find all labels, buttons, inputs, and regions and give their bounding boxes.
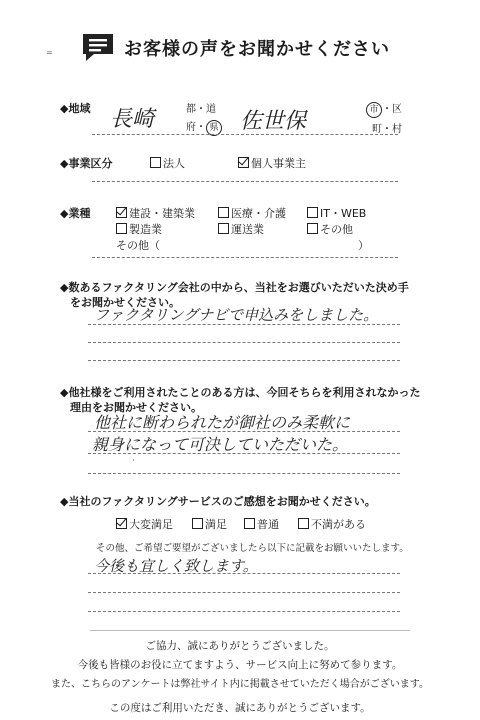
checkbox[interactable] bbox=[116, 223, 127, 234]
q3-option-dissatisfied[interactable]: 不満がある bbox=[298, 516, 366, 532]
industry-other[interactable]: その他 bbox=[307, 221, 353, 237]
q2-answer-1: 他社に断わられたが御社のみ柔軟に bbox=[94, 413, 351, 432]
q3-note: その他、ご希望ご要望がございましたら以下に記載をお願いいたします。 bbox=[96, 543, 409, 554]
city-suffix-2: 町・村 bbox=[372, 124, 402, 135]
answer-line bbox=[88, 360, 400, 361]
answer-line bbox=[88, 431, 400, 432]
divider bbox=[92, 257, 398, 258]
q3-line1: ◆当社のファクタリングサービスのご感想をお聞かせください。 bbox=[60, 495, 376, 508]
q3-option-satisfied[interactable]: 満足 bbox=[192, 516, 227, 532]
checkbox[interactable] bbox=[218, 207, 229, 218]
divider bbox=[92, 181, 398, 182]
answer-line bbox=[88, 324, 400, 325]
city-selected-circle: 市 bbox=[366, 102, 382, 118]
checkbox-checked[interactable] bbox=[116, 518, 127, 529]
industry-transport[interactable]: 運送業 bbox=[218, 221, 264, 237]
stray-mark: = bbox=[46, 48, 53, 57]
answer-line bbox=[88, 473, 400, 474]
biz-type-label: ◆事業区分 bbox=[60, 157, 113, 170]
region-label: ◆地域 bbox=[60, 102, 91, 115]
checkbox[interactable] bbox=[218, 223, 229, 234]
q2-line2: 理由をお聞かせください。 bbox=[70, 401, 202, 414]
q1-line2: をお聞かせください。 bbox=[70, 296, 180, 309]
checkbox[interactable] bbox=[298, 518, 309, 529]
answer-line bbox=[88, 592, 400, 593]
checkbox[interactable] bbox=[307, 207, 318, 218]
checkbox[interactable] bbox=[244, 518, 255, 529]
footer-line2: 今後も皆様のお役に立てますよう、サービス向上に努めて参ります。 bbox=[77, 659, 403, 671]
q3-answer: 今後も宜しく致します。 bbox=[94, 557, 258, 575]
pref-selected-circle: 県 bbox=[206, 120, 222, 136]
stray-mark: · bbox=[132, 456, 135, 466]
q2-line1: ◆他社様をご利用されたことのある方は、今回そちらを利用されなかった bbox=[60, 386, 421, 399]
biz-option-corp[interactable]: 法人 bbox=[150, 155, 185, 171]
chat-bubble-icon bbox=[80, 32, 116, 62]
q2-answer-2: 親身になって可決していただいた。 bbox=[92, 435, 349, 454]
footer-divider bbox=[90, 630, 410, 631]
biz-option-sole[interactable]: 個人事業主 bbox=[238, 155, 306, 171]
industry-manufacturing[interactable]: 製造業 bbox=[116, 221, 162, 237]
city-handwritten: 佐世保 bbox=[240, 109, 307, 134]
answer-line bbox=[88, 342, 400, 343]
divider bbox=[92, 134, 398, 135]
city-suffix-1: 市 ・区 bbox=[366, 100, 402, 118]
page-title: お客様の声をお聞かせください bbox=[124, 39, 390, 60]
industry-construction[interactable]: 建設・建築業 bbox=[116, 205, 195, 221]
industry-other-close: ） bbox=[358, 239, 369, 252]
pref-suffix-1: 都・道 bbox=[186, 104, 216, 115]
checkbox-checked[interactable] bbox=[116, 207, 127, 218]
footer-line1: ご協力、誠にありがとうございました。 bbox=[145, 640, 335, 652]
checkbox-checked[interactable] bbox=[238, 157, 249, 168]
q1-answer: ファクタリングナビで申込みをしました。 bbox=[94, 306, 379, 324]
checkbox[interactable] bbox=[192, 518, 203, 529]
industry-label: ◆業種 bbox=[60, 207, 91, 220]
industry-medical[interactable]: 医療・介護 bbox=[218, 205, 286, 221]
q3-option-normal[interactable]: 普通 bbox=[244, 516, 279, 532]
footer-line4: この度はご利用いただき、誠にありがとうございます。 bbox=[109, 702, 371, 714]
checkbox[interactable] bbox=[307, 223, 318, 234]
answer-line bbox=[88, 453, 400, 454]
industry-other-open: その他（ bbox=[116, 239, 160, 252]
q3-option-very-satisfied[interactable]: 大変満足 bbox=[116, 516, 173, 532]
footer-line3: また、こちらのアンケートは弊社サイト内に掲載させていただく場合がございます。 bbox=[51, 679, 429, 690]
checkbox[interactable] bbox=[150, 157, 161, 168]
q1-line1: ◆数あるファクタリング会社の中から、当社をお選びいただいた決め手 bbox=[60, 281, 409, 294]
answer-line bbox=[88, 573, 400, 574]
answer-line bbox=[88, 611, 400, 612]
industry-it[interactable]: IT・WEB bbox=[307, 205, 366, 221]
prefecture-handwritten: 長崎 bbox=[110, 107, 155, 132]
pref-suffix-2: 府・ 県 bbox=[186, 118, 222, 136]
